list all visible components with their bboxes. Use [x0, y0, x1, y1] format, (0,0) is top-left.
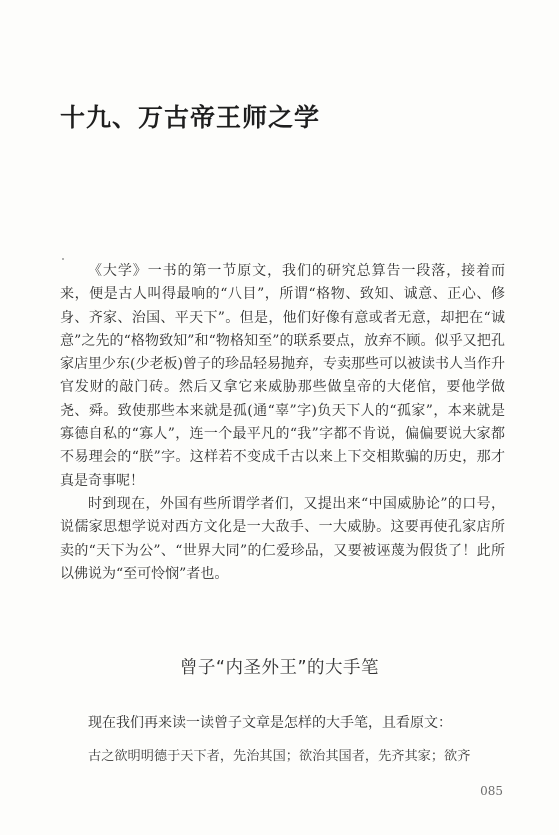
section-heading: 曾子“内圣外王”的大手笔 — [179, 658, 380, 678]
page-number: 085 — [480, 784, 503, 798]
intro-line: 现在我们再来读一读曾子文章是怎样的大手笔，且看原文： — [88, 715, 452, 731]
body-text — [60, 260, 505, 586]
quote-line: 古之欲明明德于天下者，先治其国；欲治其国者，先齐其家；欲齐 — [88, 749, 471, 764]
chapter-title: 十九、万古帝王师之学 — [60, 103, 321, 132]
paragraph-2: 时到现在，外国有些所谓学者们，又提出来“中国威胁论”的口号，说儒家思想学说对西方文化是一大敌手、一大威胁。这要再使孔家店所卖的“天下为公”、“世界大同”的仁爱珍品，又要被诬蔑为假货了！此所以佛说为“至可怜悯”者也。 — [60, 495, 505, 582]
paragraph-1: 《大学》一书的第一节原文，我们的研究总算告一段落，接着而来，便是古人叫得最响的“八目”，所谓“格物、致知、诚意、正心、修身、齐家、治国、平天下”。但是，他们好像有意或者无意，却把在“诚意”之先的“格物致知”和“物格知至”的联系要点，放弃不顾。似乎又把孔家店里少东(少老板)曾子的珍品轻易抛弃，专卖那些可以被读书人当作升官发财的敲门砖。然后又拿它来威胁那些做皇帝的大佬倌，要他学做尧、舜。致使那些本来就是孤(通“辜”字)负天下人的“孤家”，本来就是寡德自私的“寡人”，连一个最平凡的“我”字都不肯说，偏偏要说大家都不易理会的“朕”字。这样若不变成千古以来上下交相欺骗的历史，那才真是奇事呢！ — [60, 263, 505, 489]
